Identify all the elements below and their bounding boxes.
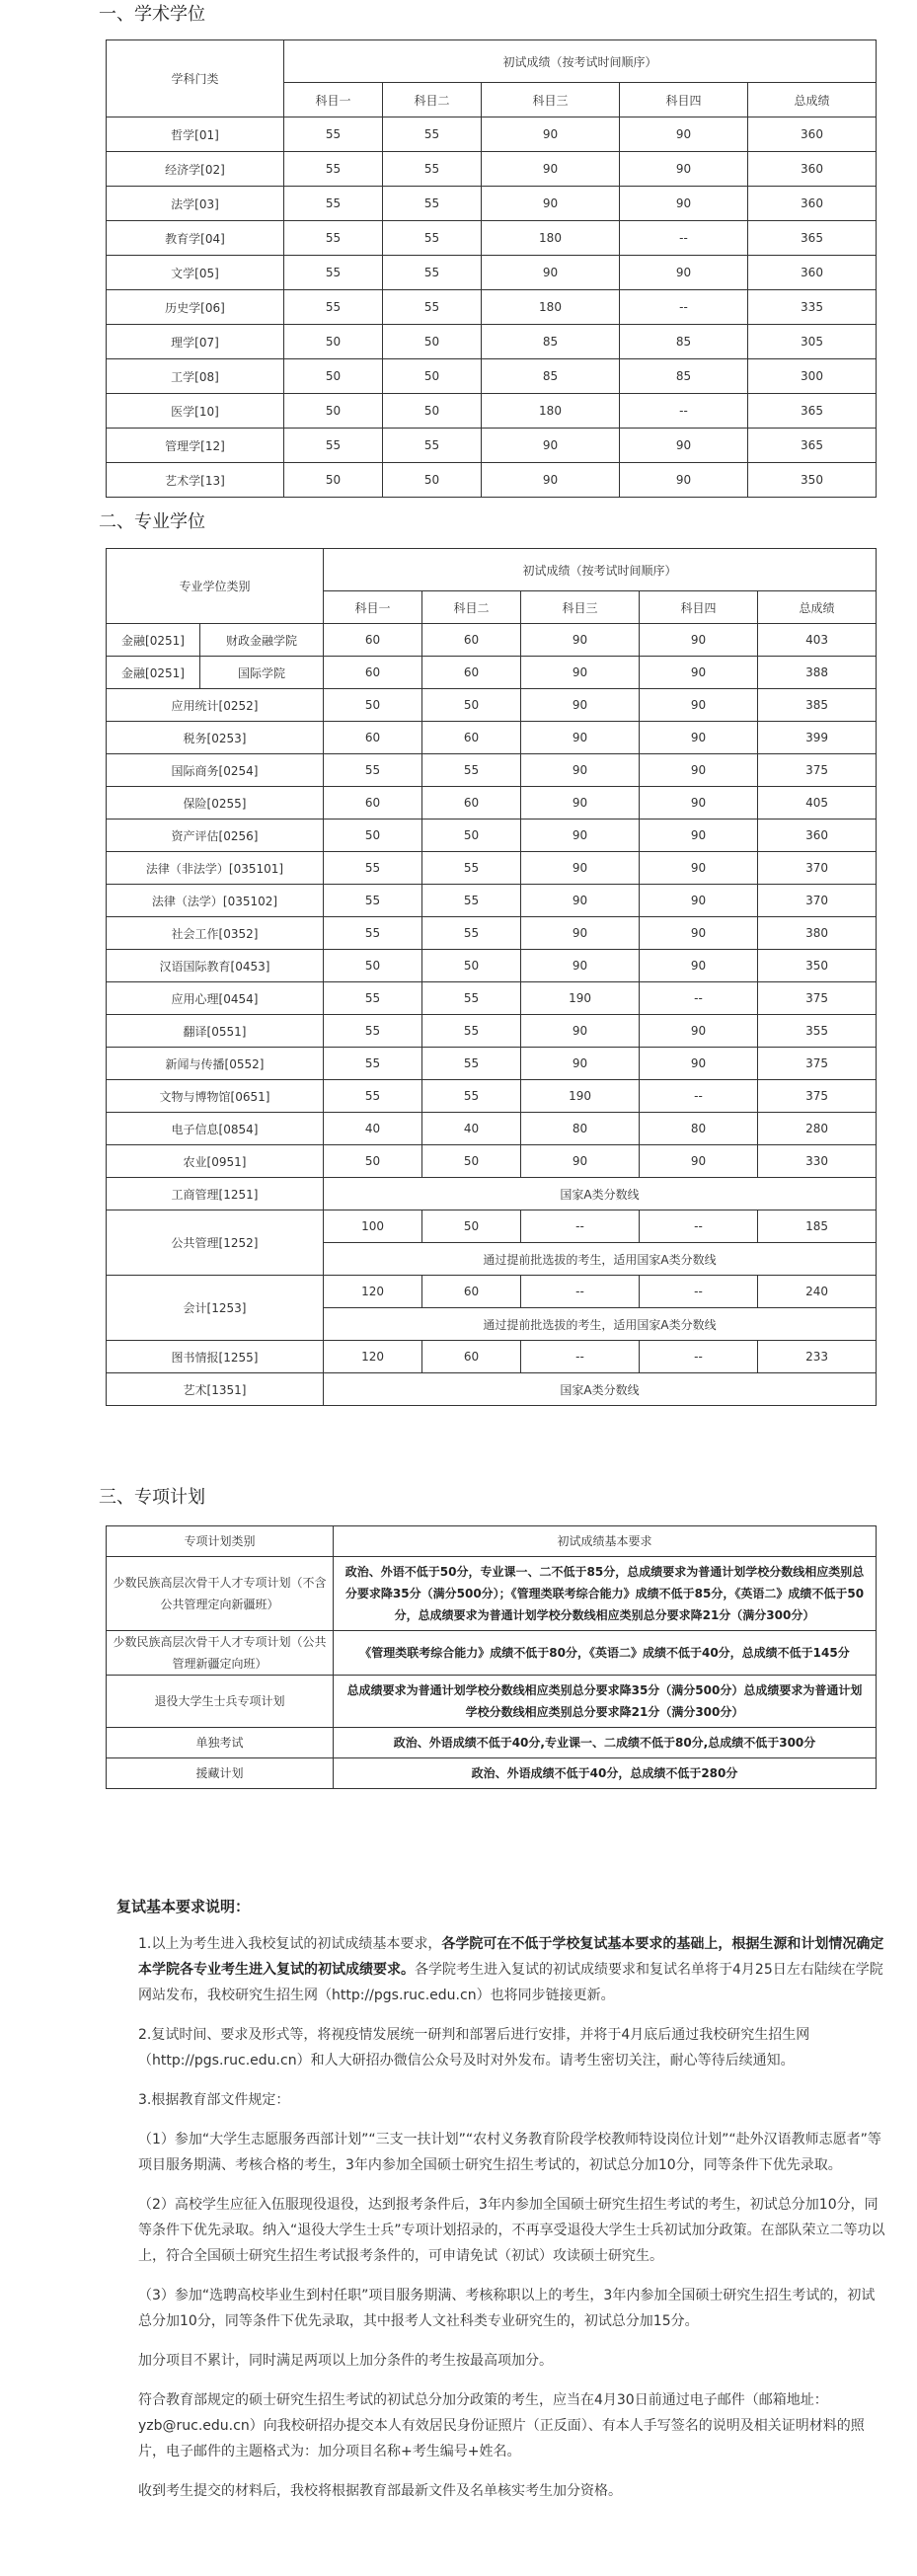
score-cell: 90 [521, 787, 640, 820]
table-row [107, 152, 877, 187]
score-cell: 55 [284, 117, 383, 152]
score-cell: 90 [521, 754, 640, 787]
score-cell: 55 [422, 852, 521, 885]
score-cell: 335 [748, 290, 877, 325]
table-row [107, 1728, 877, 1758]
score-cell: 90 [521, 722, 640, 754]
category-cell: 会计[1253] [107, 1276, 324, 1341]
score-cell: 40 [324, 1113, 422, 1145]
subject-header: 总成绩 [758, 591, 877, 624]
score-cell: 350 [748, 463, 877, 498]
table-row [107, 1758, 877, 1789]
category-cell: 汉语国际教育[0453] [107, 950, 324, 982]
score-cell: 50 [383, 463, 482, 498]
score-cell: 405 [758, 787, 877, 820]
score-cell: 360 [748, 152, 877, 187]
score-cell: 60 [422, 624, 521, 657]
score-cell: 360 [758, 820, 877, 852]
score-cell: 55 [324, 1080, 422, 1113]
category-cell: 图书情报[1255] [107, 1341, 324, 1373]
subject-header: 科目一 [324, 591, 422, 624]
score-cell: 55 [324, 852, 422, 885]
notes-title: 复试基本要求说明： [116, 1898, 251, 1915]
note-4: （1）参加“大学生志愿服务西部计划”“三支一扶计划”“农村义务教育阶段学校教师特设岗位计划”“赴外汉语教师志愿者”等项目服务期满、考核合格的考生，3年内参加全国硕士研究生招生考试的，初试总分加10分，同等条件下优先录取。 [138, 2132, 881, 2173]
score-cell: 360 [748, 256, 877, 290]
score-cell: 50 [284, 325, 383, 359]
table-row [107, 657, 877, 689]
score-cell: 90 [482, 429, 620, 463]
score-cell: 399 [758, 722, 877, 754]
subject-header: 科目三 [482, 83, 620, 117]
category-cell: 工商管理[1251] [107, 1178, 324, 1210]
subject-header: 科目二 [383, 83, 482, 117]
note-7: 加分项目不累计，同时满足两项以上加分条件的考生按最高项加分。 [138, 2353, 553, 2369]
score-cell: 55 [383, 290, 482, 325]
score-cell: 50 [284, 463, 383, 498]
requirement-cell: 政治、外语成绩不低于40分，总成绩不低于280分 [334, 1758, 877, 1789]
category-cell: 理学[07] [107, 325, 284, 359]
note-9: 收到考生提交的材料后，我校将根据教育部最新文件及名单核实考生加分资格。 [138, 2483, 622, 2499]
score-cell: 55 [383, 187, 482, 221]
score-cell: -- [521, 1341, 640, 1373]
category-cell: 法学[03] [107, 187, 284, 221]
score-cell: 90 [640, 689, 758, 722]
score-cell: 90 [640, 885, 758, 917]
table-row [107, 1048, 877, 1080]
table-row [107, 256, 877, 290]
table-row [107, 1178, 877, 1210]
category-cell: 教育学[04] [107, 221, 284, 256]
section-title-academic: 一、学术学位 [99, 4, 205, 25]
score-cell: 90 [521, 1145, 640, 1178]
category-cell: 翻译[0551] [107, 1015, 324, 1048]
score-cell: 90 [482, 463, 620, 498]
score-cell: 90 [640, 624, 758, 657]
score-cell: 190 [521, 1080, 640, 1113]
score-cell: 60 [422, 657, 521, 689]
score-cell: 360 [748, 187, 877, 221]
score-cell: 120 [324, 1341, 422, 1373]
score-cell: -- [640, 1080, 758, 1113]
score-cell: 90 [640, 820, 758, 852]
category-cell: 法律（法学）[035102] [107, 885, 324, 917]
academic-table [106, 39, 877, 498]
score-cell: 305 [748, 325, 877, 359]
score-cell: 90 [482, 256, 620, 290]
score-cell: 55 [422, 1080, 521, 1113]
score-cell: 90 [640, 754, 758, 787]
score-cell: 355 [758, 1015, 877, 1048]
plan-type-cell: 退役大学生士兵专项计划 [107, 1676, 334, 1728]
score-cell: 365 [748, 221, 877, 256]
score-cell: 90 [521, 950, 640, 982]
requirement-cell: 政治、外语成绩不低于40分,专业课一、二成绩不低于80分,总成绩不低于300分 [334, 1728, 877, 1758]
table-row [107, 1015, 877, 1048]
subject-header: 科目三 [521, 591, 640, 624]
score-cell: 85 [482, 359, 620, 394]
score-cell: 55 [324, 982, 422, 1015]
table-row [107, 187, 877, 221]
category-cell: 应用心理[0454] [107, 982, 324, 1015]
score-cell: 90 [640, 917, 758, 950]
category-cell: 管理学[12] [107, 429, 284, 463]
table-row [107, 950, 877, 982]
score-cell: -- [521, 1276, 640, 1308]
table-row [107, 917, 877, 950]
score-cell: 55 [324, 1015, 422, 1048]
col-group: 初试成绩（按考试时间顺序） [284, 40, 877, 83]
table-row [107, 429, 877, 463]
score-cell: 90 [640, 1015, 758, 1048]
category-cell: 资产评估[0256] [107, 820, 324, 852]
score-cell: 280 [758, 1113, 877, 1145]
subject-header: 科目二 [422, 591, 521, 624]
score-cell: 55 [422, 1048, 521, 1080]
score-cell: 60 [324, 624, 422, 657]
score-cell: 185 [758, 1210, 877, 1243]
plan-type-cell: 援藏计划 [107, 1758, 334, 1789]
score-cell: 120 [324, 1276, 422, 1308]
score-cell: 90 [620, 429, 748, 463]
score-cell: -- [640, 1276, 758, 1308]
score-cell: 50 [284, 394, 383, 429]
score-cell: 90 [521, 852, 640, 885]
score-cell: 60 [422, 722, 521, 754]
category-cell: 文学[05] [107, 256, 284, 290]
score-cell: 55 [422, 754, 521, 787]
subject-header: 科目四 [640, 591, 758, 624]
score-cell: 50 [284, 359, 383, 394]
requirement-cell: 总成绩要求为普通计划学校分数线相应类别总分要求降35分（满分500分）总成绩要求为普通计划学校分数线相应类别总分要求降21分（满分300分） [334, 1676, 877, 1728]
score-cell: 90 [620, 152, 748, 187]
table-row [107, 359, 877, 394]
score-cell: 90 [521, 1015, 640, 1048]
table-row [107, 885, 877, 917]
table-row [107, 1676, 877, 1728]
score-cell: 55 [422, 1015, 521, 1048]
score-cell: 90 [521, 885, 640, 917]
note-8: 符合教育部规定的硕士研究生招生考试的初试总分加分政策的考生，应当在4月30日前通过电子邮件（邮箱地址：yzb@ruc.edu.cn）向我校研招办提交本人有效居民身份证照片（正反面）、有本人手写签名的说明及相关证明材料的照片，电子邮件的主题格式为：加分项目名称+考生编号+姓名。 [138, 2392, 865, 2459]
score-cell: 90 [640, 852, 758, 885]
table-row [107, 1080, 877, 1113]
score-cell: 385 [758, 689, 877, 722]
category-cell: 社会工作[0352] [107, 917, 324, 950]
score-cell: 60 [324, 722, 422, 754]
table-row [107, 787, 877, 820]
score-cell: 80 [640, 1113, 758, 1145]
note-5: （2）高校学生应征入伍服现役退役，达到报考条件后，3年内参加全国硕士研究生招生考试的考生，初试总分加10分，同等条件下优先录取。纳入“退役大学生士兵”专项计划招录的，不再享受退役大学生士兵初试加分政策。在部队荣立二等功以上，符合全国硕士研究生招生考试报考条件的，可申请免试（初试）攻读硕士研究生。 [138, 2197, 885, 2264]
score-cell: 60 [422, 1276, 521, 1308]
score-cell: 190 [521, 982, 640, 1015]
score-cell: 55 [422, 917, 521, 950]
score-cell: 365 [748, 394, 877, 429]
score-cell: 55 [383, 152, 482, 187]
category-cell: 金融[0251] [107, 624, 200, 657]
col-type: 专项计划类别 [107, 1526, 334, 1557]
score-cell: 90 [640, 722, 758, 754]
score-cell: 55 [284, 429, 383, 463]
score-cell: 60 [324, 657, 422, 689]
score-cell: -- [620, 394, 748, 429]
score-cell: 90 [482, 117, 620, 152]
score-cell: 85 [620, 325, 748, 359]
requirement-cell: 《管理类联考综合能力》成绩不低于80分，《英语二》成绩不低于40分，总成绩不低于145分 [334, 1631, 877, 1676]
score-cell: 90 [640, 1048, 758, 1080]
score-cell: 50 [422, 820, 521, 852]
table-row [107, 394, 877, 429]
score-cell: 55 [284, 256, 383, 290]
score-cell: 50 [324, 950, 422, 982]
score-cell: 50 [422, 689, 521, 722]
category-cell: 电子信息[0854] [107, 1113, 324, 1145]
table-row [107, 1145, 877, 1178]
score-cell: 90 [521, 624, 640, 657]
category-cell: 医学[10] [107, 394, 284, 429]
category-cell: 农业[0951] [107, 1145, 324, 1178]
table-row [107, 722, 877, 754]
score-cell: 350 [758, 950, 877, 982]
national-line-cell: 国家A类分数线 [324, 1178, 877, 1210]
note-3: 3.根据教育部文件规定： [138, 2092, 290, 2108]
col-group: 初试成绩（按考试时间顺序） [324, 549, 877, 591]
score-cell: 233 [758, 1341, 877, 1373]
note-2: 2.复试时间、要求及形式等，将视疫情发展统一研判和部署后进行安排，并将于4月底后通过我校研究生招生网（http://pgs.ruc.edu.cn）和人大研招办微信公众号及时对外发布。请考生密切关注，耐心等待后续通知。 [138, 2027, 810, 2069]
plan-type-cell: 少数民族高层次骨干人才专项计划（公共管理新疆定向班） [107, 1631, 334, 1676]
score-cell: -- [640, 1210, 758, 1243]
score-cell: 55 [324, 1048, 422, 1080]
table-row [107, 1210, 877, 1243]
score-cell: 55 [284, 187, 383, 221]
score-cell: 40 [422, 1113, 521, 1145]
notes [116, 1894, 888, 2504]
score-cell: 180 [482, 290, 620, 325]
score-cell: 50 [383, 325, 482, 359]
table-row [107, 820, 877, 852]
score-cell: 55 [383, 256, 482, 290]
score-cell: 55 [422, 982, 521, 1015]
professional-table [106, 548, 877, 1406]
score-cell: 375 [758, 982, 877, 1015]
score-cell: 90 [640, 1145, 758, 1178]
score-cell: 85 [482, 325, 620, 359]
category-cell: 经济学[02] [107, 152, 284, 187]
score-cell: 50 [383, 359, 482, 394]
score-cell: 388 [758, 657, 877, 689]
note-cell: 通过提前批选拔的考生，适用国家A类分数线 [324, 1308, 877, 1341]
score-cell: 55 [284, 290, 383, 325]
score-cell: 90 [640, 950, 758, 982]
category-cell: 历史学[06] [107, 290, 284, 325]
score-cell: 330 [758, 1145, 877, 1178]
table-row [107, 325, 877, 359]
table-row [107, 852, 877, 885]
score-cell: 55 [422, 885, 521, 917]
special-table [106, 1525, 877, 1789]
category-cell: 艺术学[13] [107, 463, 284, 498]
score-cell: 50 [422, 950, 521, 982]
score-cell: 55 [324, 885, 422, 917]
score-cell: -- [640, 1341, 758, 1373]
subject-header: 科目四 [620, 83, 748, 117]
category-cell: 税务[0253] [107, 722, 324, 754]
score-cell: 60 [324, 787, 422, 820]
score-cell: 90 [620, 117, 748, 152]
category-cell: 工学[08] [107, 359, 284, 394]
note-1 [138, 1931, 888, 2008]
table-row [107, 1113, 877, 1145]
table-row [107, 1557, 877, 1631]
score-cell: 100 [324, 1210, 422, 1243]
table-row [107, 463, 877, 498]
score-cell: 90 [640, 787, 758, 820]
category-cell: 保险[0255] [107, 787, 324, 820]
score-cell: 55 [324, 754, 422, 787]
score-cell: 50 [383, 394, 482, 429]
score-cell: 403 [758, 624, 877, 657]
score-cell: 60 [422, 787, 521, 820]
score-cell: 90 [620, 256, 748, 290]
category-cell: 国际商务[0254] [107, 754, 324, 787]
score-cell: 300 [748, 359, 877, 394]
score-cell: 50 [324, 1145, 422, 1178]
table-row [107, 1341, 877, 1373]
note-6: （3）参加“选聘高校毕业生到村任职”项目服务期满、考核称职以上的考生，3年内参加全国硕士研究生招生考试的，初试总分加10分，同等条件下优先录取，其中报考人文社科类专业研究生的，初试总分加15分。 [138, 2288, 876, 2329]
category-cell: 财政金融学院 [200, 624, 324, 657]
category-cell: 哲学[01] [107, 117, 284, 152]
category-cell: 国际学院 [200, 657, 324, 689]
subject-header: 科目一 [284, 83, 383, 117]
score-cell: 375 [758, 1080, 877, 1113]
note-1b: 各学院可在不低于学校复试基本要求的基础上，根据生源和计划情况确定本学院各专业考生进入复试的初试成绩要求。 [138, 1936, 884, 1978]
table-row [107, 290, 877, 325]
table-row [107, 1276, 877, 1308]
score-cell: 90 [521, 917, 640, 950]
note-cell: 通过提前批选拔的考生，适用国家A类分数线 [324, 1243, 877, 1276]
subject-header: 总成绩 [748, 83, 877, 117]
section-title-special: 三、专项计划 [99, 1487, 205, 1508]
score-cell: 90 [521, 657, 640, 689]
score-cell: 60 [422, 1341, 521, 1373]
score-cell: 90 [620, 463, 748, 498]
score-cell: 375 [758, 754, 877, 787]
score-cell: -- [620, 221, 748, 256]
score-cell: 50 [324, 820, 422, 852]
score-cell: -- [521, 1210, 640, 1243]
category-cell: 公共管理[1252] [107, 1210, 324, 1276]
score-cell: 80 [521, 1113, 640, 1145]
score-cell: 380 [758, 917, 877, 950]
score-cell: 90 [640, 657, 758, 689]
score-cell: 370 [758, 885, 877, 917]
score-cell: -- [620, 290, 748, 325]
col-category: 学科门类 [107, 40, 284, 117]
score-cell: 90 [521, 820, 640, 852]
category-cell: 文物与博物馆[0651] [107, 1080, 324, 1113]
table-row [107, 754, 877, 787]
category-cell: 应用统计[0252] [107, 689, 324, 722]
score-cell: 90 [620, 187, 748, 221]
score-cell: 90 [482, 187, 620, 221]
table-row [107, 117, 877, 152]
note-1a: 1.以上为考生进入我校复试的初试成绩基本要求， [138, 1936, 442, 1952]
score-cell: 180 [482, 221, 620, 256]
score-cell: 55 [383, 117, 482, 152]
col-category: 专业学位类别 [107, 549, 324, 624]
category-cell: 金融[0251] [107, 657, 200, 689]
score-cell: 55 [284, 221, 383, 256]
score-cell: 55 [383, 221, 482, 256]
score-cell: 365 [748, 429, 877, 463]
score-cell: 50 [422, 1145, 521, 1178]
col-req: 初试成绩基本要求 [334, 1526, 877, 1557]
plan-type-cell: 少数民族高层次骨干人才专项计划（不含公共管理定向新疆班） [107, 1557, 334, 1631]
score-cell: 370 [758, 852, 877, 885]
score-cell: 55 [284, 152, 383, 187]
category-cell: 艺术[1351] [107, 1373, 324, 1406]
national-line-cell: 国家A类分数线 [324, 1373, 877, 1406]
table-row [107, 624, 877, 657]
section-title-professional: 二、专业学位 [99, 511, 205, 532]
table-row [107, 689, 877, 722]
score-cell: 50 [422, 1210, 521, 1243]
category-cell: 法律（非法学）[035101] [107, 852, 324, 885]
score-cell: 90 [482, 152, 620, 187]
table-row [107, 1373, 877, 1406]
score-cell: -- [640, 982, 758, 1015]
score-cell: 180 [482, 394, 620, 429]
table-row [107, 1631, 877, 1676]
score-cell: 240 [758, 1276, 877, 1308]
score-cell: 90 [521, 689, 640, 722]
score-cell: 90 [521, 1048, 640, 1080]
score-cell: 50 [324, 689, 422, 722]
category-cell: 新闻与传播[0552] [107, 1048, 324, 1080]
plan-type-cell: 单独考试 [107, 1728, 334, 1758]
score-cell: 85 [620, 359, 748, 394]
score-cell: 55 [324, 917, 422, 950]
note-1c: 各学院考生进入复试的初试成绩要求和复试名单将于4月25日左右陆续在学院网站发布，我校研究生招生网（http://pgs.ruc.edu.cn）也将同步链接更新。 [138, 1962, 883, 2003]
score-cell: 55 [383, 429, 482, 463]
score-cell: 375 [758, 1048, 877, 1080]
requirement-cell: 政治、外语不低于50分，专业课一、二不低于85分，总成绩要求为普通计划学校分数线相应类别总分要求降35分（满分500分）；《管理类联考综合能力》成绩不低于85分，《英语二》成绩不低于50分，总成绩要求为普通计划学校分数线相应类别总分要求降21分（满分300分） [334, 1557, 877, 1631]
table-row [107, 982, 877, 1015]
score-cell: 360 [748, 117, 877, 152]
table-row [107, 221, 877, 256]
